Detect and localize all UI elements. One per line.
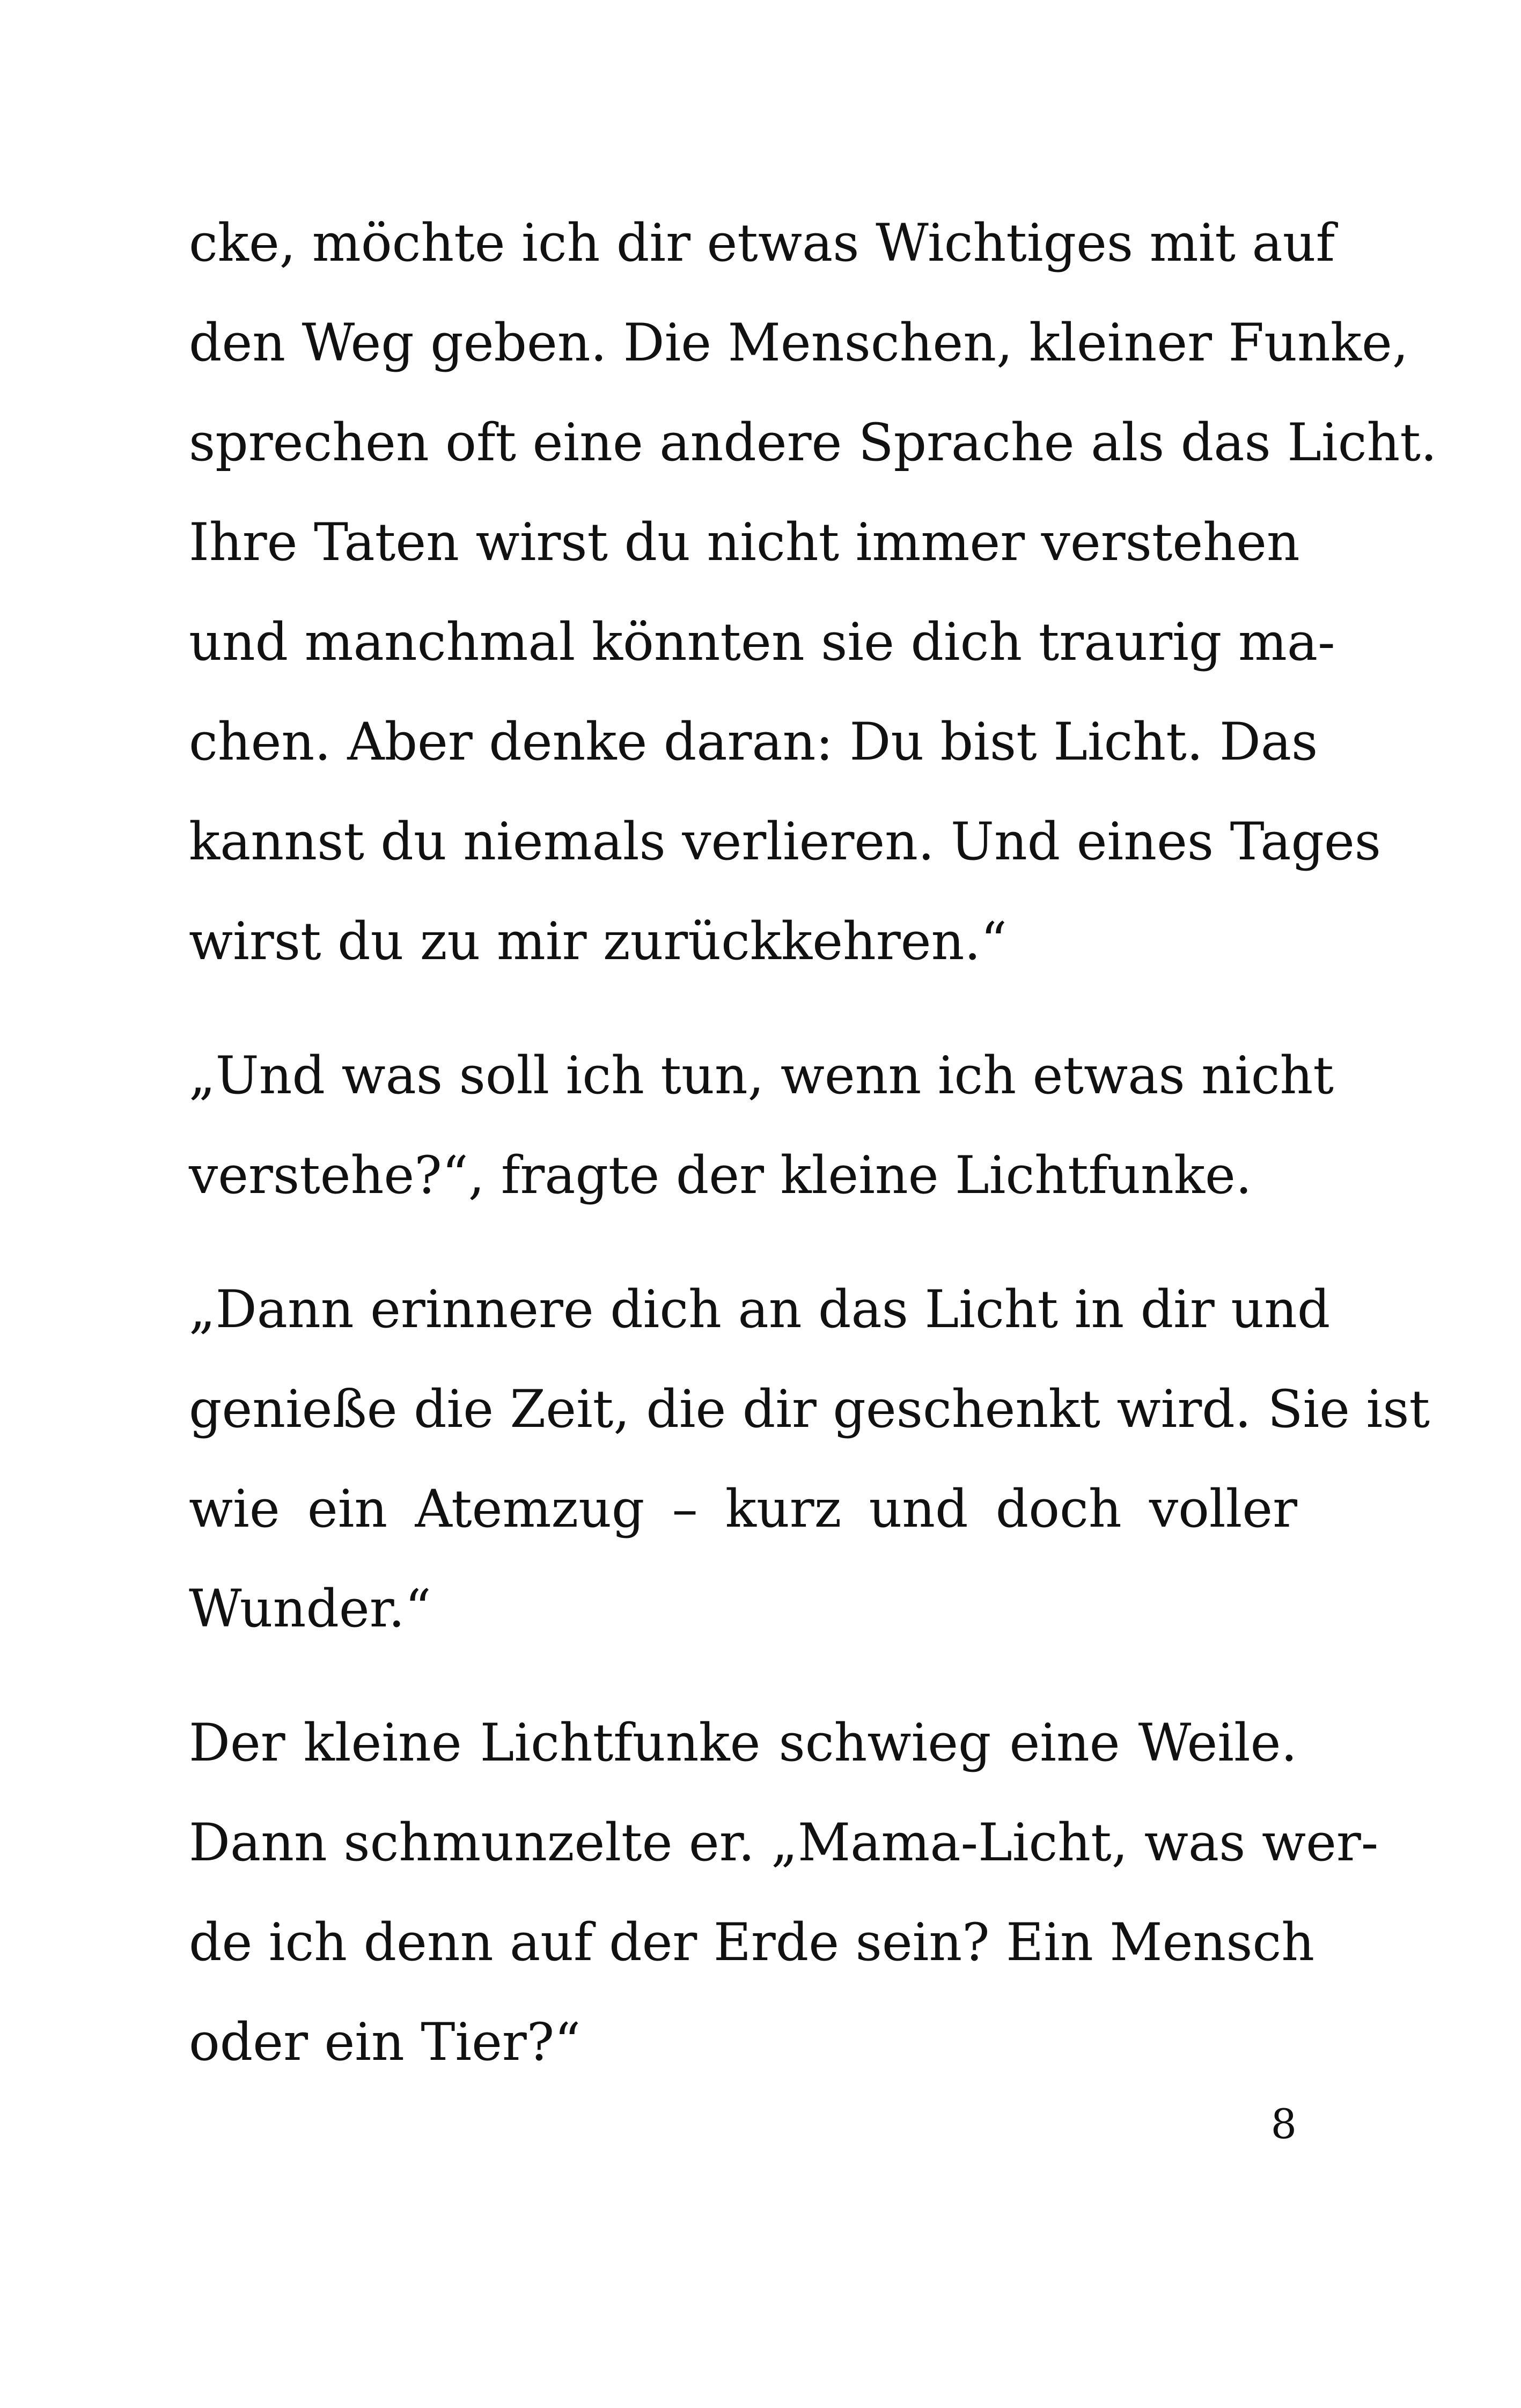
paragraph-3	[189, 1260, 1430, 1659]
text-line: wie ein Atemzug – kurz und doch voller	[189, 1479, 1297, 1539]
text-line: chen. Aber denke daran: Du bist Licht. Das	[189, 712, 1318, 772]
paragraph-1	[189, 193, 1437, 991]
text-line: wirst du zu mir zurückkehren.“	[189, 911, 1007, 971]
text-line: sprechen oft eine andere Sprache als das Licht.	[189, 413, 1437, 473]
text-line: Dann schmunzelte er. „Mama-Licht, was wer-	[189, 1813, 1379, 1873]
text-line: Ihre Taten wirst du nicht immer verstehen	[189, 512, 1300, 572]
text-line: cke, möchte ich dir etwas Wichtiges mit auf	[189, 213, 1335, 273]
paragraph-2	[189, 1026, 1334, 1225]
paragraph-4	[189, 1693, 1379, 2092]
text-line: de ich denn auf der Erde sein? Ein Mensch	[189, 1912, 1315, 1972]
text-line: und manchmal könnten sie dich traurig ma-	[189, 612, 1335, 672]
page-number: 8	[1270, 2100, 1297, 2148]
text-line: verstehe?“, fragte der kleine Lichtfunke.	[189, 1145, 1252, 1205]
text-line: Der kleine Lichtfunke schwieg eine Weile.	[189, 1713, 1297, 1773]
text-line: Wunder.“	[189, 1579, 431, 1639]
text-line: oder ein Tier?“	[189, 2012, 581, 2072]
text-line: kannst du niemals verlieren. Und eines Tages	[189, 812, 1382, 872]
text-line: genieße die Zeit, die dir geschenkt wird. Sie ist	[189, 1379, 1430, 1439]
text-line: „Dann erinnere dich an das Licht in dir und	[189, 1279, 1331, 1339]
text-line: den Weg geben. Die Menschen, kleiner Funke,	[189, 313, 1409, 373]
body-text	[189, 193, 1437, 2126]
text-line: „Und was soll ich tun, wenn ich etwas nicht	[189, 1045, 1334, 1106]
